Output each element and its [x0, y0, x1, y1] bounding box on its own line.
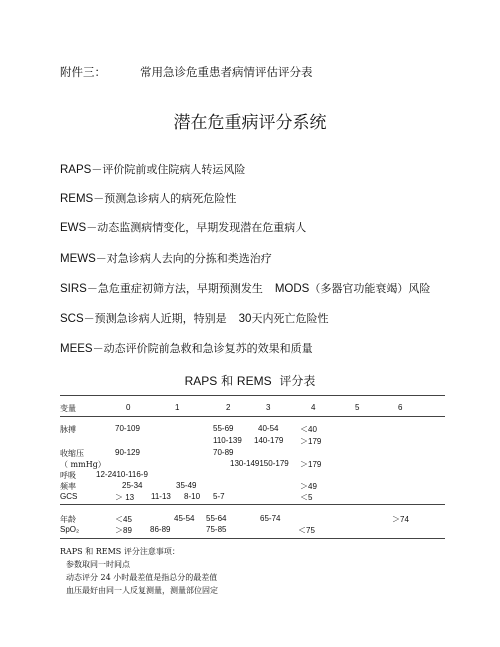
definition-ews: EWS－动态监测病情变化，早期发现潜在危重病人 [60, 221, 307, 234]
cell: 70-89 [213, 448, 234, 457]
cell: 35-49 [176, 481, 197, 490]
table-top-rule [60, 395, 445, 396]
cell: 65-74 [260, 514, 281, 523]
header-score-1: 1 [175, 403, 180, 412]
definition-raps: RAPS－评价院前或住院病人转运风险 [60, 163, 246, 176]
cell: 5-7 [213, 492, 225, 501]
note-item: 血压最好由同一人反复测量，测量部位固定 [66, 586, 218, 595]
cell: ＜45 [115, 515, 132, 524]
cell: 11-13 [151, 492, 171, 501]
cell: 45-54 [174, 514, 195, 523]
cell: 55-64 [206, 514, 227, 523]
row-label-unit: （ mmHg） [60, 460, 106, 469]
cell: 110-139 [213, 436, 242, 445]
annex-label: 附件三： [60, 65, 106, 79]
cell: 70-109 [115, 424, 140, 433]
definition-sirs: SIRS－急危重症初筛方法，早期预测发生 MODS（多器官功能衰竭）风险 [60, 282, 431, 295]
definition-mees: MEES－动态评价院前急救和急诊复苏的效果和质量 [60, 342, 313, 355]
cell: 130-149150-179 [230, 459, 289, 468]
cell: 40-54 [258, 424, 279, 433]
cell: ＜5 [300, 493, 313, 502]
header-score-0: 0 [126, 403, 131, 412]
document-title: 潜在危重病评分系统 [173, 113, 327, 133]
header-title: 常用急诊危重患者病情评估评分表 [140, 65, 313, 79]
row-label-gcs: GCS [60, 492, 78, 501]
cell: ＞49 [300, 482, 317, 491]
header-score-6: 6 [398, 403, 403, 412]
notes-title: RAPS 和 REMS 评分注意事项： [60, 547, 180, 556]
header-score-2: 2 [226, 403, 231, 412]
cell: ＞89 [115, 526, 132, 535]
header-score-5: 5 [355, 403, 360, 412]
table-title: RAPS 和 REMS 评分表 [184, 374, 316, 388]
cell: ＜40 [300, 425, 317, 434]
header-score-4: 4 [311, 403, 316, 412]
row-label-age: 年龄 [60, 515, 76, 524]
cell: 86-89 [150, 525, 171, 534]
cell: ＞74 [392, 515, 409, 524]
document-header [60, 64, 313, 80]
header-variable: 变量 [60, 404, 76, 413]
row-label-pulse: 脉搏 [60, 425, 76, 434]
cell: 140-179 [254, 436, 284, 445]
cell: ＜75 [298, 526, 315, 535]
cell: 8-10 [184, 492, 201, 501]
definition-scs: SCS－预测急诊病人近期，特别是 30天内死亡危险性 [60, 312, 329, 325]
cell: 75-85 [206, 525, 227, 534]
cell: 12-2410-116-9 [96, 470, 148, 479]
definition-mews: MEWS－对急诊病人去向的分拣和类选治疗 [60, 252, 272, 265]
row-label-spo2: SpO₂ [60, 525, 80, 534]
table-bottom-rule [60, 538, 445, 539]
table-mid-rule [60, 504, 445, 505]
cell: ＞179 [300, 460, 322, 469]
cell: 90-129 [115, 448, 140, 457]
cell: ＞179 [300, 437, 322, 446]
row-label-rate: 频率 [60, 482, 76, 491]
note-item: 动态评分 24 小时最差值是指总分的最差值 [66, 573, 218, 582]
row-label-systolic: 收缩压 [60, 449, 84, 458]
header-score-3: 3 [266, 403, 271, 412]
cell: 55-69 [213, 424, 234, 433]
definition-rems: REMS－预测急诊病人的病死危险性 [60, 192, 237, 205]
cell: 25-34 [122, 481, 143, 490]
note-item: 参数取同一时间点 [66, 560, 130, 569]
table-header-rule [60, 416, 445, 417]
row-label-respiration: 呼吸 [60, 471, 76, 480]
cell: ＞ 13 [115, 493, 135, 502]
